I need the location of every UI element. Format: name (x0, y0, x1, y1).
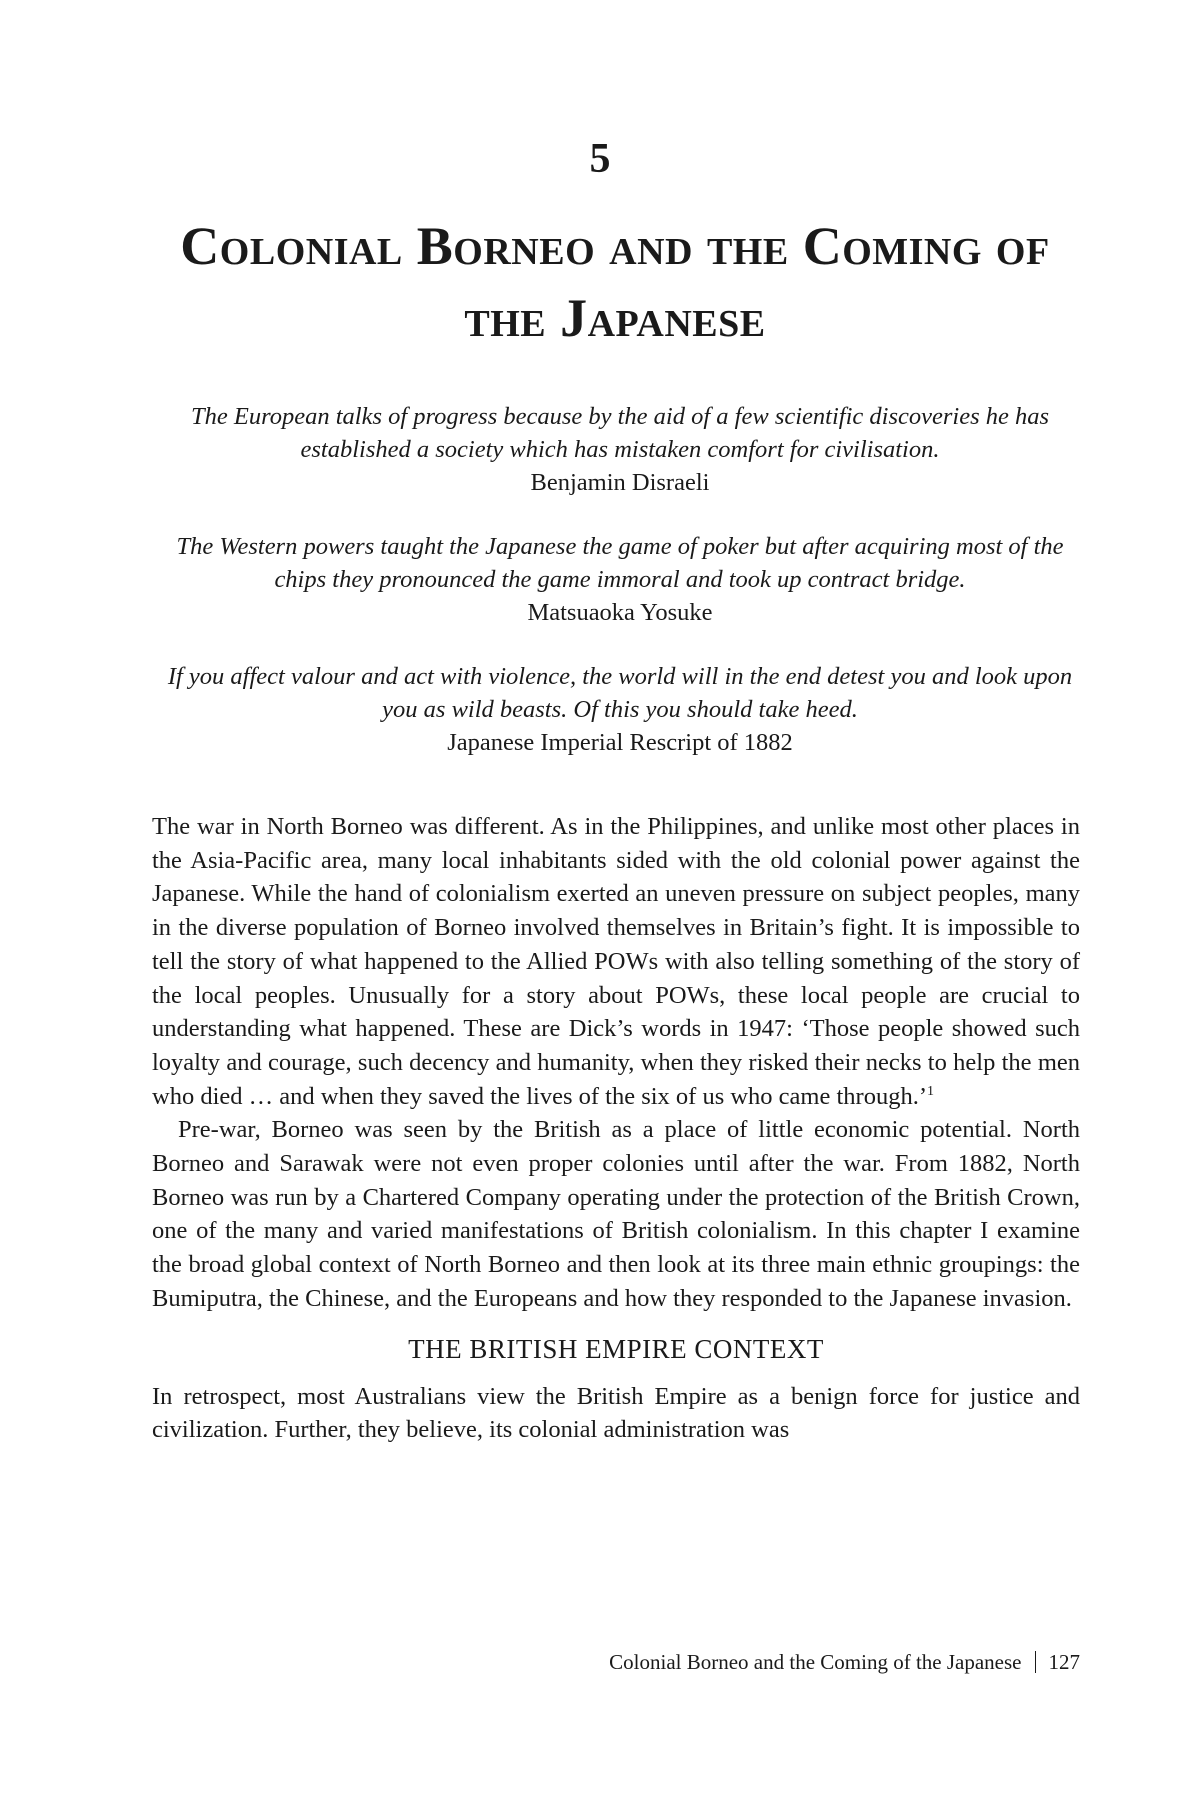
section-heading: THE BRITISH EMPIRE CONTEXT (408, 1333, 824, 1364)
epigraph-attribution: Benjamin Disraeli (530, 469, 710, 496)
epigraph-attribution: Matsuaoka Yosuke (527, 599, 713, 626)
page-footer (609, 1649, 1080, 1675)
chapter-number: 5 (589, 136, 611, 182)
footer-divider (1035, 1651, 1036, 1673)
epigraph-attribution: Japanese Imperial Rescript of 1882 (447, 729, 793, 756)
epigraph-quote: If you affect valour and act with violence, the world will in the end detest you and look upon you as wild beasts. Of this you should take heed. (167, 663, 1073, 723)
epigraph-quote: The European talks of progress because by the aid of a few scientific discoveries he has established a society which has mistaken comfort for civilisation. (190, 403, 1050, 463)
body-text (152, 810, 1080, 1447)
page-number: 127 (1048, 1650, 1080, 1674)
epigraph-imperial-rescript (160, 660, 1080, 759)
epigraph-quote: The Western powers taught the Japanese the game of poker but after acquiring most of the chips they pronounced the game immoral and took up contract bridge. (176, 533, 1064, 593)
body-paragraph: Pre-war, Borneo was seen by the British as a place of little economic potential. North Borneo and Sarawak were not even proper colonies until after the war. From 1882, North Borneo was run by a Chartered Company operating under the protection of the British Crown, one of the many and varied manifestations of British colonialism. In this chapter I examine the broad global context of North Borneo and then look at its three main ethnic groupings: the Bumiputra, the Chinese, and the Europeans and how they responded to the Japanese invasion. (152, 1116, 1080, 1312)
chapter-title: Colonial Borneo and the Coming of the Japanese (180, 216, 1050, 348)
epigraph-disraeli (160, 400, 1080, 499)
body-paragraph (152, 810, 1080, 1113)
footnote-ref[interactable]: 1 (926, 1083, 934, 1099)
epigraphs (160, 400, 1080, 790)
paragraph-text: The war in North Borneo was different. As in the Philippines, and unlike most other places in the Asia-Pacific area, many local inhabitants sided with the old colonial power against the Japanese. While the hand of colonialism exerted an uneven pressure on subject peoples, many in the diverse population of Borneo involved themselves in Britain’s fight. It is impossible to tell the story of what happened to the Allied POWs with also telling something of the story of the local peoples. Unusually for a story about POWs, these local people are crucial to understanding what happened. These are Dick’s words in 1947: ‘Those people showed such loyalty and courage, such decency and humanity, when they risked their necks to help the men who died … and when they saved the lives of the six of us who came through.’ (152, 813, 1080, 1110)
running-title: Colonial Borneo and the Coming of the Japanese (609, 1650, 1022, 1674)
epigraph-matsuaoka (160, 530, 1080, 629)
body-paragraph: In retrospect, most Australians view the British Empire as a benign force for justice and civilization. Further, they believe, its colonial administration was (152, 1382, 1080, 1444)
